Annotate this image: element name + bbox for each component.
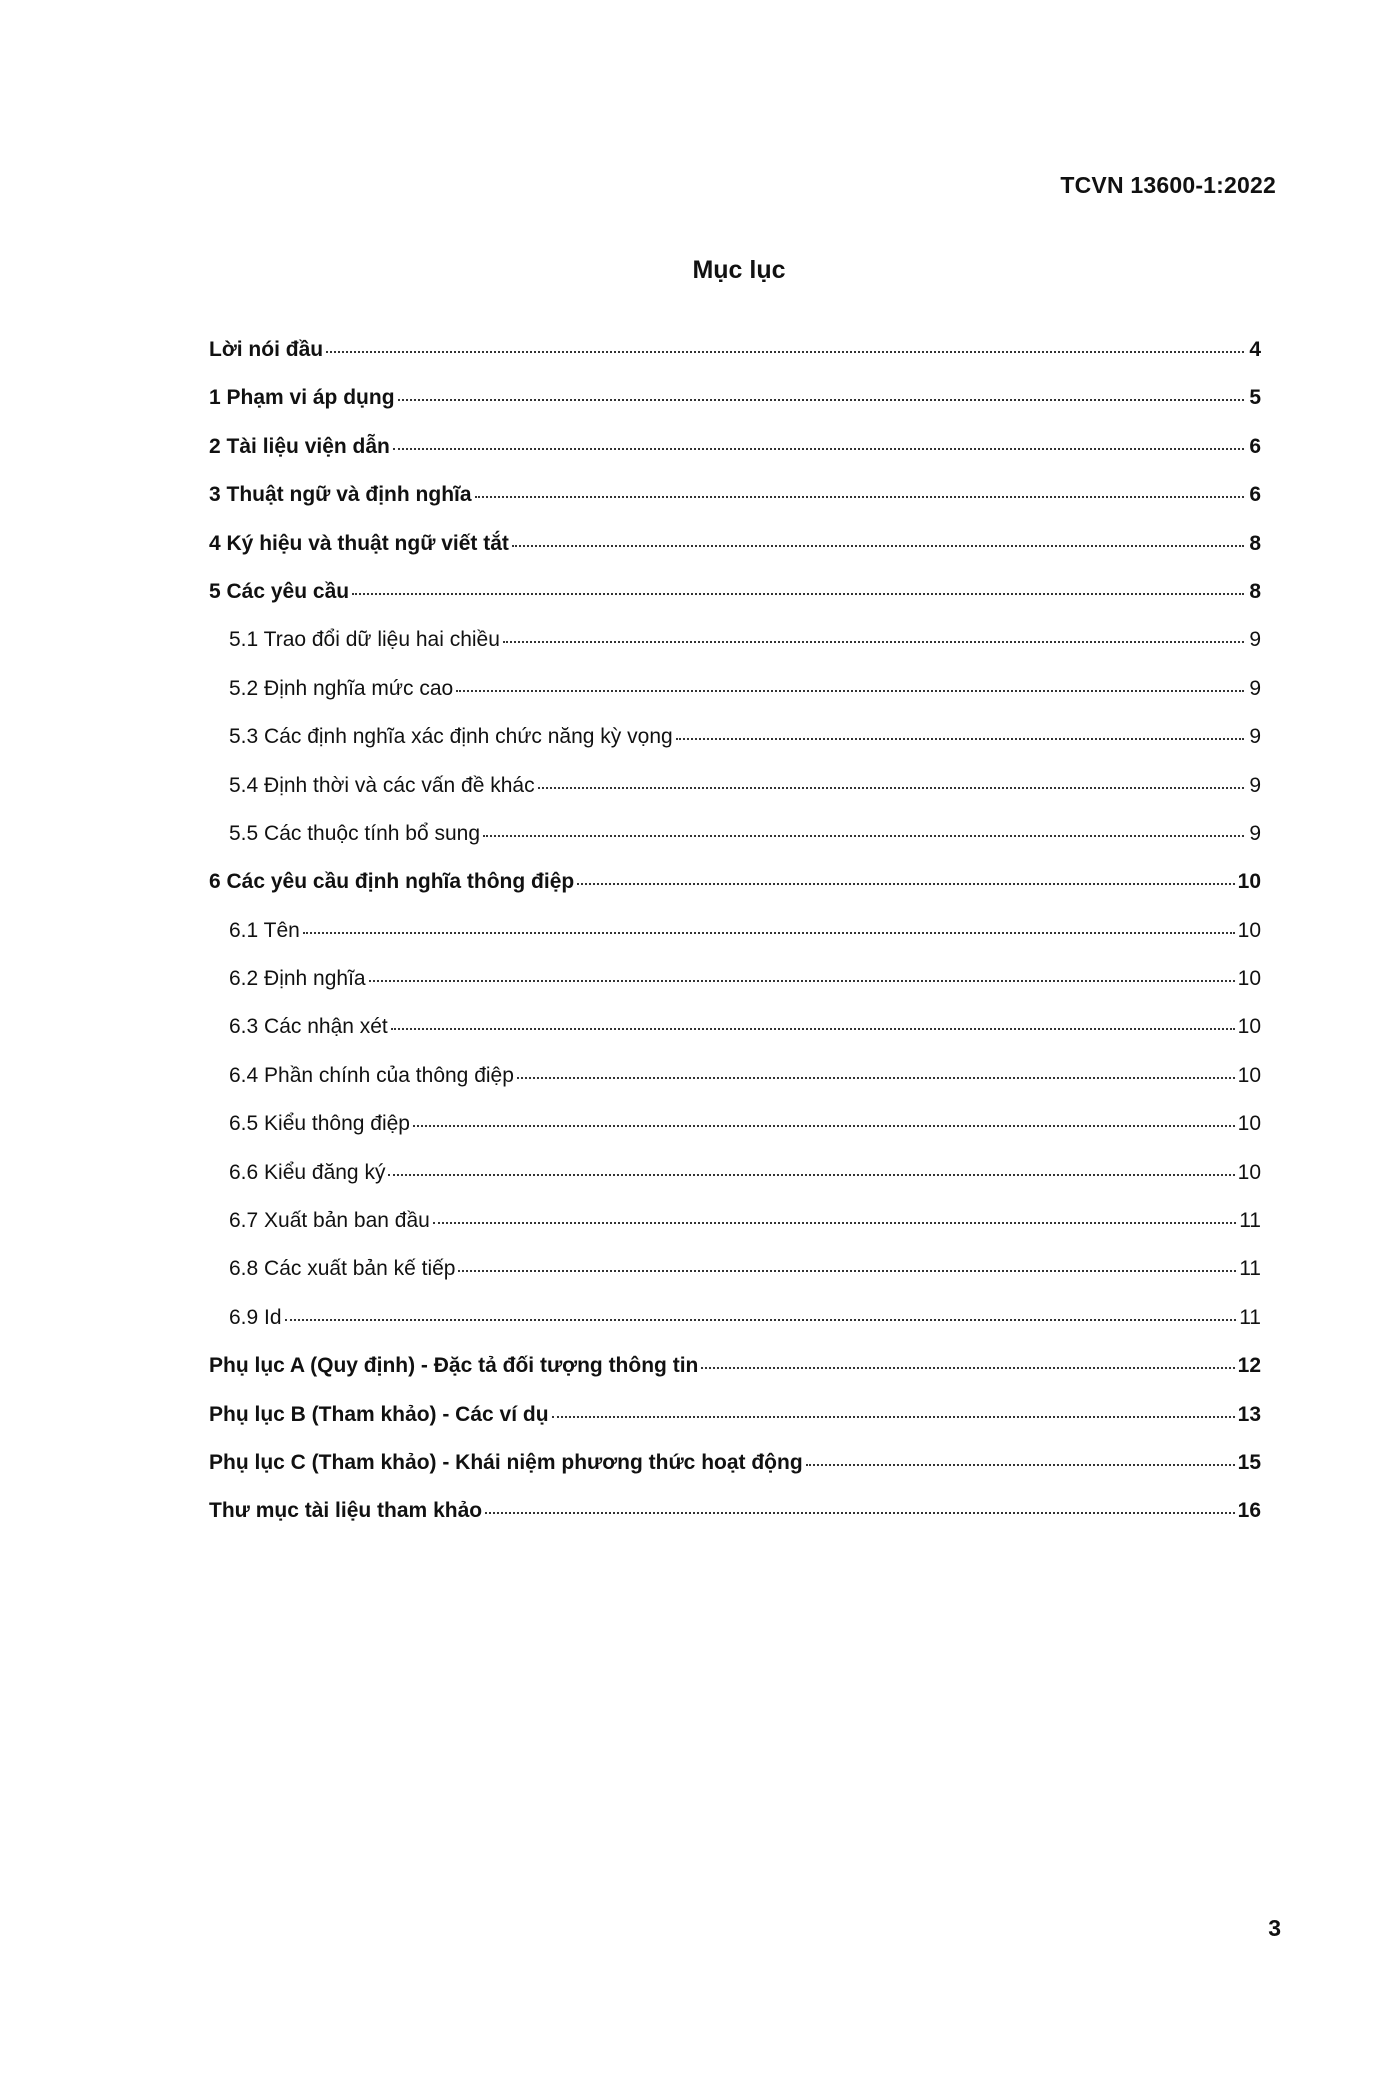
toc-entry[interactable] — [209, 1403, 1261, 1451]
toc-entry[interactable] — [209, 1209, 1261, 1257]
toc-dot-leader — [369, 980, 1235, 982]
toc-entry[interactable] — [209, 1257, 1261, 1305]
toc-entry-label: 2 Tài liệu viện dẫn — [209, 434, 390, 458]
toc-entry-page: 13 — [1237, 1402, 1261, 1426]
toc-dot-leader — [806, 1464, 1235, 1466]
toc-entry[interactable] — [209, 774, 1261, 822]
toc-dot-leader — [485, 1512, 1235, 1514]
toc-entry[interactable] — [209, 386, 1261, 434]
toc-entry[interactable] — [209, 967, 1261, 1015]
toc-entry-page: 15 — [1237, 1450, 1261, 1474]
toc-entry[interactable] — [209, 1015, 1261, 1063]
toc-dot-leader — [538, 787, 1244, 789]
toc-entry-label: 6.1 Tên — [229, 918, 300, 942]
toc-dot-leader — [352, 593, 1244, 595]
toc-dot-leader — [483, 835, 1244, 837]
toc-dot-leader — [701, 1367, 1234, 1369]
toc-entry[interactable] — [209, 1306, 1261, 1354]
toc-entry-label: 6.9 Id — [229, 1305, 282, 1329]
toc-entry-label: 6.6 Kiểu đăng ký — [229, 1160, 386, 1184]
toc-entry-page: 5 — [1249, 386, 1261, 410]
toc-entry-page: 10 — [1237, 967, 1261, 991]
toc-entry-label: 6.5 Kiểu thông điệp — [229, 1112, 410, 1136]
toc-entry-label: 5.4 Định thời và các vấn đề khác — [229, 773, 535, 797]
toc-entry-label: 6.7 Xuất bản ban đầu — [229, 1209, 430, 1233]
toc-entry[interactable] — [209, 1451, 1261, 1499]
toc-entry-label: 4 Ký hiệu và thuật ngữ viết tắt — [209, 531, 509, 555]
toc-entry-page: 10 — [1237, 1015, 1261, 1039]
toc-entry-label: 3 Thuật ngữ và định nghĩa — [209, 483, 472, 507]
toc-entry-page: 4 — [1249, 338, 1261, 361]
toc-entry-label: Lời nói đầu — [209, 338, 324, 361]
toc-entry-page: 8 — [1249, 531, 1261, 555]
toc-dot-leader — [391, 1028, 1235, 1030]
toc-dot-leader — [413, 1125, 1235, 1127]
page-number: 3 — [1268, 1915, 1281, 1941]
toc-dot-leader — [398, 399, 1244, 401]
toc-entry[interactable] — [209, 532, 1261, 580]
toc-entry-label: 5.5 Các thuộc tính bổ sung — [229, 821, 481, 845]
toc-dot-leader — [285, 1319, 1237, 1321]
toc-entry[interactable] — [209, 483, 1261, 531]
toc-dot-leader — [303, 932, 1235, 934]
toc-dot-leader — [326, 351, 1244, 353]
toc-entry-label: 5 Các yêu cầu — [209, 579, 350, 603]
toc-entry-page: 12 — [1237, 1354, 1261, 1378]
toc-entry-label: 6.4 Phần chính của thông điệp — [229, 1063, 514, 1087]
toc-title: Mục lục — [692, 256, 786, 284]
toc-entry-label: Thư mục tài liệu tham khảo — [209, 1499, 483, 1523]
toc-entry-page: 10 — [1237, 918, 1261, 942]
toc-dot-leader — [552, 1416, 1235, 1418]
toc-dot-leader — [676, 738, 1244, 740]
toc-entry-page: 16 — [1237, 1499, 1261, 1523]
toc-entry[interactable] — [209, 628, 1261, 676]
toc-entry-page: 6 — [1249, 483, 1261, 507]
toc-entry[interactable] — [209, 919, 1261, 967]
toc-entry-page: 9 — [1249, 725, 1261, 749]
toc-entry-page: 9 — [1249, 773, 1261, 797]
toc-entry-page: 9 — [1249, 628, 1261, 652]
toc-entry-label: Phụ lục B (Tham khảo) - Các ví dụ — [209, 1402, 549, 1426]
toc-dot-leader — [393, 448, 1244, 450]
toc-entry-page: 11 — [1239, 1257, 1261, 1281]
toc-entry[interactable] — [209, 580, 1261, 628]
toc-entry[interactable] — [209, 435, 1261, 483]
toc-entry[interactable] — [209, 338, 1261, 386]
toc-entry[interactable] — [209, 870, 1261, 918]
toc-entry-page: 10 — [1237, 1112, 1261, 1136]
toc-entry-page: 10 — [1237, 1063, 1261, 1087]
toc-entry-label: 5.1 Trao đổi dữ liệu hai chiều — [229, 628, 500, 652]
toc-entry-page: 6 — [1249, 434, 1261, 458]
toc-entry-page: 8 — [1249, 579, 1261, 603]
toc-dot-leader — [456, 690, 1244, 692]
toc-dot-leader — [577, 883, 1234, 885]
toc-dot-leader — [512, 545, 1244, 547]
toc-entry[interactable] — [209, 822, 1261, 870]
toc-entry-label: 1 Phạm vi áp dụng — [209, 386, 395, 410]
toc-entry-label: 6.8 Các xuất bản kế tiếp — [229, 1257, 456, 1281]
toc-entry-page: 10 — [1237, 870, 1261, 894]
table-of-contents — [209, 338, 1261, 1548]
toc-entry[interactable] — [209, 725, 1261, 773]
toc-entry[interactable] — [209, 1354, 1261, 1402]
toc-entry[interactable] — [209, 1499, 1261, 1547]
toc-entry-label: Phụ lục A (Quy định) - Đặc tả đối tượng thông tin — [209, 1354, 699, 1378]
toc-dot-leader — [458, 1270, 1236, 1272]
toc-dot-leader — [388, 1174, 1234, 1176]
toc-entry-label: 5.2 Định nghĩa mức cao — [229, 676, 454, 700]
toc-entry[interactable] — [209, 1161, 1261, 1209]
toc-entry-page: 11 — [1239, 1209, 1261, 1233]
toc-dot-leader — [503, 641, 1244, 643]
toc-dot-leader — [517, 1077, 1235, 1079]
toc-dot-leader — [475, 496, 1244, 498]
document-code: TCVN 13600-1:2022 — [1060, 172, 1276, 198]
toc-dot-leader — [433, 1222, 1236, 1224]
toc-entry-page: 11 — [1239, 1305, 1261, 1329]
toc-entry[interactable] — [209, 1112, 1261, 1160]
toc-entry-label: 5.3 Các định nghĩa xác định chức năng kỳ vọng — [229, 725, 673, 749]
toc-entry-label: 6.2 Định nghĩa — [229, 967, 366, 991]
toc-entry-page: 9 — [1249, 676, 1261, 700]
toc-entry-label: Phụ lục C (Tham khảo) - Khái niệm phương thức hoạt động — [209, 1450, 803, 1474]
toc-entry-label: 6.3 Các nhận xét — [229, 1015, 388, 1039]
toc-entry[interactable] — [209, 1064, 1261, 1112]
toc-entry[interactable] — [209, 677, 1261, 725]
toc-entry-page: 10 — [1237, 1160, 1261, 1184]
toc-entry-page: 9 — [1249, 821, 1261, 845]
toc-entry-label: 6 Các yêu cầu định nghĩa thông điệp — [209, 870, 575, 894]
